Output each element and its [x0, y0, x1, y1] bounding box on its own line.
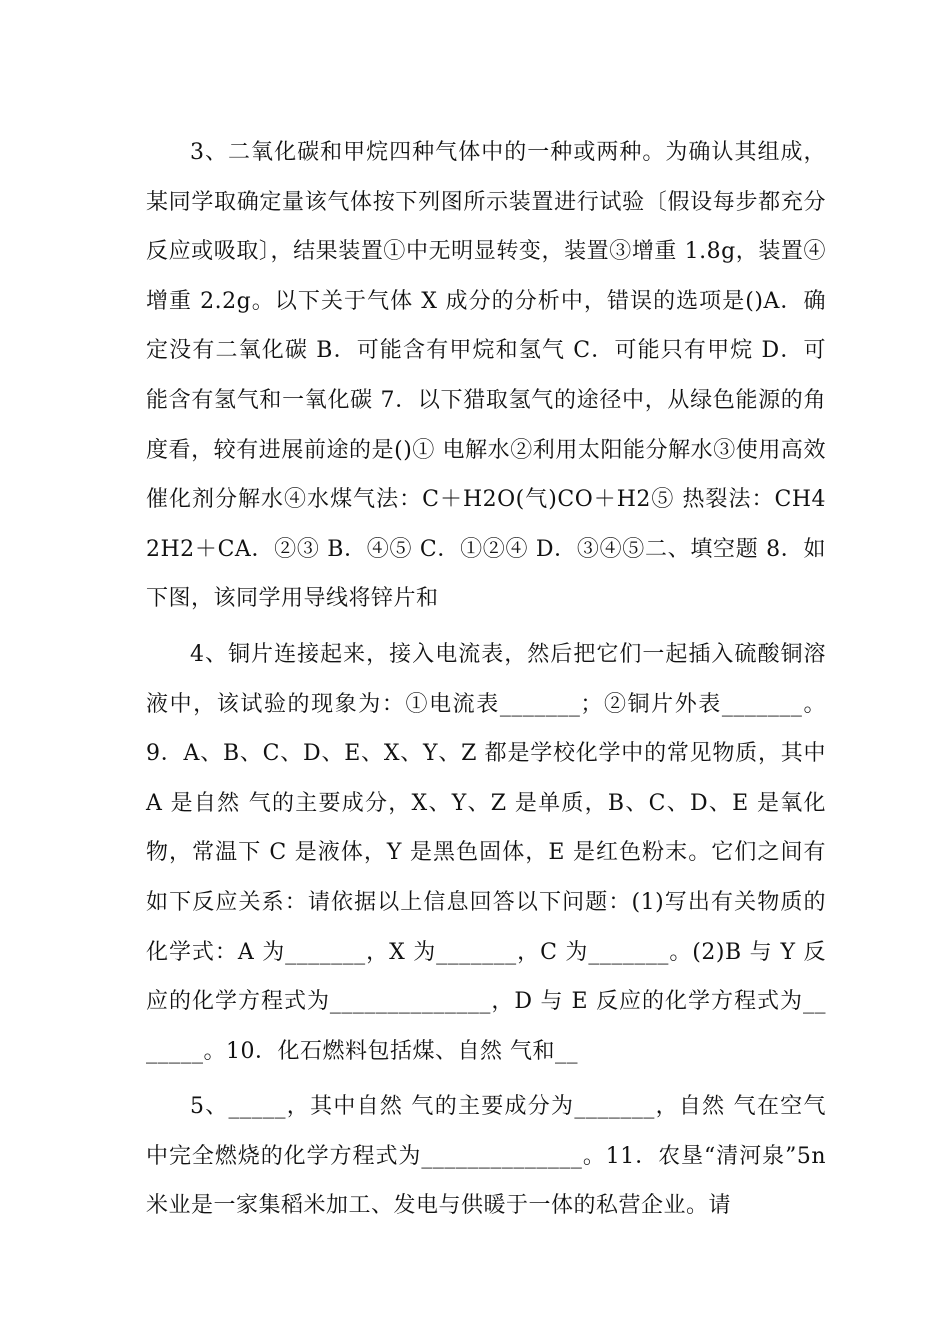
paragraph-4: 4、铜片连接起来，接入电流表，然后把它们一起插入硫酸铜溶液中，该试验的现象为：①电流表_______；②铜片外表_______。9．A、B、C、D、E、X、Y、Z 都是学校化学中的常见物质，其中 A 是自然 气的主要成分，X、Y、Z 是单质，B、C、D、E 是氧化物，常温下 C 是液体，Y 是黑色固体，E 是红色粉末。它们之间有如下反应关系：请依据以上信息回答以下问题：(1)写出有关物质的化学式：A 为_______，X 为_______，C 为_______。(2)B 与 Y 反应的化学方程式为______________，D 与 E 反应的化学方程式为_______。10．化石燃料包括煤、自然 气和__	[146, 641, 826, 1064]
paragraph-3: 3、二氧化碳和甲烷四种气体中的一种或两种。为确认其组成，某同学取确定量该气体按下列图所示装置进行试验〔假设每步都充分反应或吸取〕，结果装置①中无明显转变，装置③增重 1.8g，装置④增重 2.2g。以下关于气体 X 成分的分析中，错误的选项是()A．确定没有二氧化碳 B．可能含有甲烷和氢气 C．可能只有甲烷 D．可能含有氢气和一氧化碳 7．以下猎取氢气的途径中，从绿色能源的角度看，较有进展前途的是()① 电解水②利用太阳能分解水③使用高效催化剂分解水④水煤气法：C＋H2O(气)CO＋H2⑤ 热裂法：CH42H2＋CA．②③ B．④⑤ C．①②④ D．③④⑤二、填空题 8．如下图，该同学用导线将锌片和	[146, 140, 826, 612]
document-body	[146, 128, 826, 1237]
paragraph-5: 5、_____，其中自然 气的主要成分为_______，自然 气在空气中完全燃烧的化学方程式为______________。11．农垦“清河泉”5n 米业是一家集稻米加工、发电与供暖于一体的私营企业。请	[146, 1094, 826, 1219]
